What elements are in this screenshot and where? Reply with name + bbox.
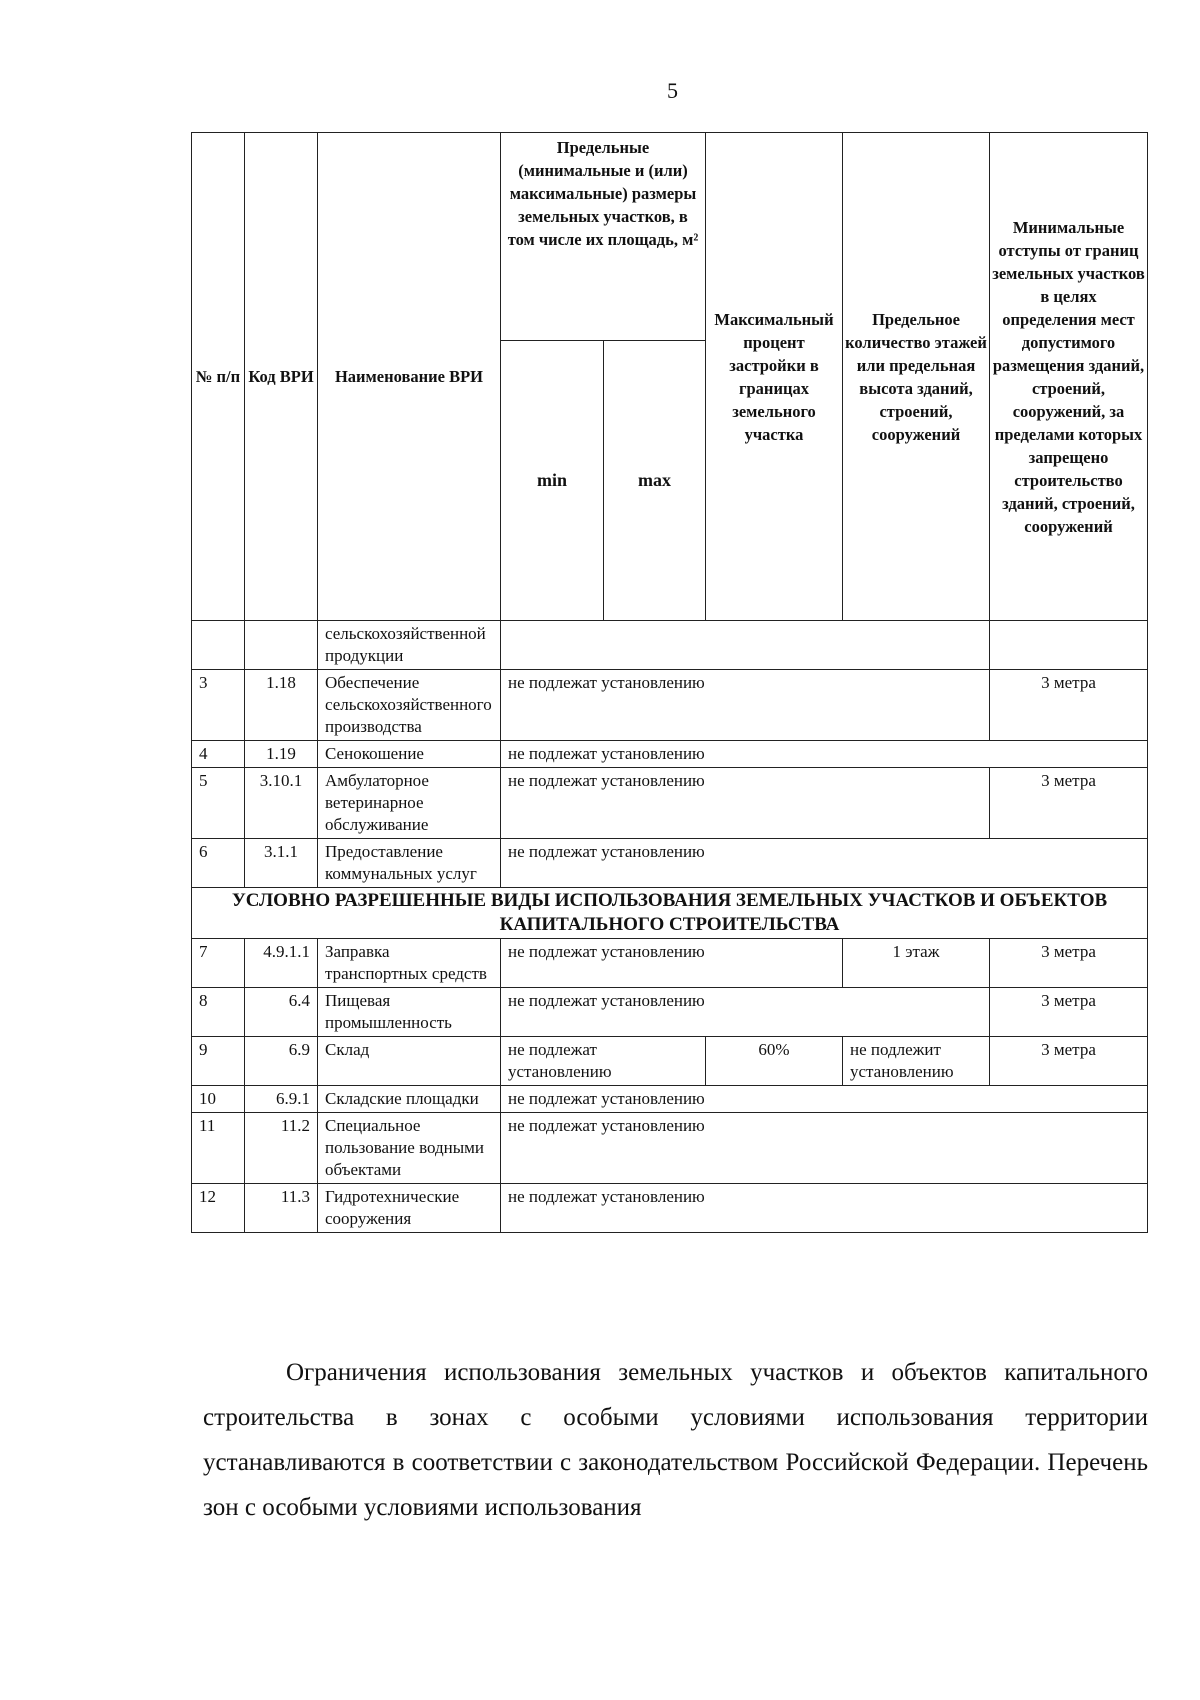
cell-code: 4.9.1.1 [245,939,318,988]
cell-value: не подлежат установлению [501,1113,1148,1184]
cell-name: Заправка транспортных средств [318,939,501,988]
header-size-group: Предельные (минимальные и (или) максимальные) размеры земельных участков, в том числе их площадь, м² [501,133,706,341]
cell-code: 6.9 [245,1037,318,1086]
table-row [192,1184,1148,1233]
table-row [192,768,1148,839]
table-row [192,939,1148,988]
cell-code: 11.3 [245,1184,318,1233]
cell-name: Склад [318,1037,501,1086]
cell-num: 4 [192,741,245,768]
cell-value: не подлежат установлению [501,839,1148,888]
cell-name: Гидротехнические сооружения [318,1184,501,1233]
cell-name: Предоставление коммунальных услуг [318,839,501,888]
paragraph: Ограничения использования земельных участков и объектов капитального строительства в зонах с особыми условиями использования территории устанавливаются в соответствии с законодательством Российской Федерации. Перечень зон с особыми условиями использования [203,1359,1148,1521]
cell-setback: 3 метра [990,670,1148,741]
cell-num: 11 [192,1113,245,1184]
table-row [192,988,1148,1037]
body-text [203,1350,1148,1530]
cell-value: не подлежат установлению [501,1086,1148,1113]
table-row [192,670,1148,741]
cell-floors: не подлежит установлению [843,1037,990,1086]
cell-num: 12 [192,1184,245,1233]
cell-setback: 3 метра [990,1037,1148,1086]
cell-name: Пищевая промышленность [318,988,501,1037]
cell-code: 1.18 [245,670,318,741]
table-row [192,741,1148,768]
cell-code: 1.19 [245,741,318,768]
cell-num: 5 [192,768,245,839]
table-row [192,1113,1148,1184]
cell-num: 9 [192,1037,245,1086]
header-max: max [604,341,706,621]
header-floors: Предельное количество этажей или предельная высота зданий, строений, сооружений [843,133,990,621]
header-name: Наименование ВРИ [318,133,501,621]
header-num: № п/п [192,133,245,621]
table-row [192,1086,1148,1113]
cell-value: не подлежат установлению [501,670,990,741]
cell-name: Специальное пользование водными объектами [318,1113,501,1184]
header-setbacks: Минимальные отступы от границ земельных участков в целях определения мест допустимого размещения зданий, строений, сооружений, за пределами которых запрещено строительство зданий, строений, сооружений [990,133,1148,621]
cell-name: Складские площадки [318,1086,501,1113]
cell-floors: 1 этаж [843,939,990,988]
table-row [192,1037,1148,1086]
cell-value: не подлежат установлению [501,1037,706,1086]
cell-setback: 3 метра [990,768,1148,839]
cell-num: 10 [192,1086,245,1113]
cell-value: не подлежат установлению [501,741,1148,768]
cell-value: не подлежат установлению [501,939,843,988]
cell-code: 11.2 [245,1113,318,1184]
section-row [192,888,1148,939]
cell-setback: 3 метра [990,988,1148,1037]
cell-name: Обеспечение сельскохозяйственного производства [318,670,501,741]
section-title: УСЛОВНО РАЗРЕШЕННЫЕ ВИДЫ ИСПОЛЬЗОВАНИЯ ЗЕМЕЛЬНЫХ УЧАСТКОВ И ОБЪЕКТОВ КАПИТАЛЬНОГО СТРОИТЕЛЬСТВА [192,888,1148,939]
page-number: 5 [667,78,678,103]
cell-percent: 60% [706,1037,843,1086]
cell-value: не подлежат установлению [501,768,990,839]
cell-num: 6 [192,839,245,888]
header-max-percent: Максимальный процент застройки в границах земельного участка [706,133,843,621]
cell-num: 7 [192,939,245,988]
cell-name: Сенокошение [318,741,501,768]
header-code: Код ВРИ [245,133,318,621]
cell-code: 3.10.1 [245,768,318,839]
table-row [192,839,1148,888]
cell-num: 8 [192,988,245,1037]
table-row [192,621,1148,670]
cell-value: не подлежат установлению [501,988,990,1037]
header-min: min [501,341,604,621]
vri-table [191,132,1148,1233]
cell-code: 6.9.1 [245,1086,318,1113]
cell-setback: 3 метра [990,939,1148,988]
cell-value: не подлежат установлению [501,1184,1148,1233]
cell-code: 3.1.1 [245,839,318,888]
cell-num: 3 [192,670,245,741]
cell-name: Амбулаторное ветеринарное обслуживание [318,768,501,839]
cell-code: 6.4 [245,988,318,1037]
cell-name: сельскохозяйственной продукции [318,621,501,670]
